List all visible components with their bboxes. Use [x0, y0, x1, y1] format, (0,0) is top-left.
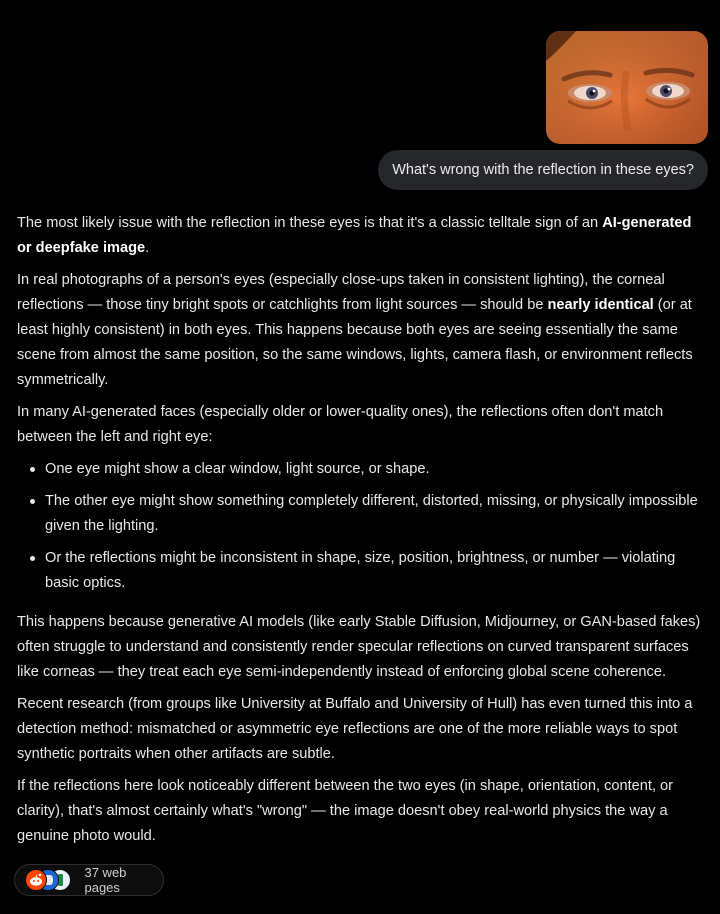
- source-favicons: [25, 869, 73, 891]
- attached-image[interactable]: [546, 31, 708, 144]
- response-paragraph: Recent research (from groups like University at Buffalo and University of Hull) has even turned this into a detection method: mismatched or asymmetric eye reflections are one of the more reliable ways to spot synthetic portraits when other artifacts are subtle.: [17, 696, 693, 762]
- response-paragraph: [17, 211, 707, 261]
- response-paragraph: If the reflections here look noticeably different between the two eyes (in shape, orientation, content, or clarity), that's almost certainly what's "wrong" — the image doesn't obey real-world physics the way a genuine photo would.: [17, 778, 674, 844]
- sources-count-label: 37 web pages: [84, 865, 127, 895]
- response-paragraph: This happens because generative AI models (like early Stable Diffusion, Midjourney, or GAN-based fakes) often struggle to understand and consistently render specular reflections on curved transparent surfaces like corneas — they treat each eye semi-independently instead of enforcing global scene coherence.: [17, 614, 701, 680]
- user-message-text: What's wrong with the reflection in these eyes?: [392, 162, 694, 178]
- reddit-icon: [25, 869, 47, 891]
- response-text: The most likely issue with the reflection in these eyes is that it's a classic telltale sign of an: [17, 215, 603, 231]
- response-paragraph: In many AI-generated faces (especially older or lower-quality ones), the reflections often don't match between the left and right eye:: [17, 404, 664, 445]
- response-text: (or at least highly consistent) in both eyes. This happens because both eyes are seeing essentially the same scene from almost the same position, so the same windows, lights, camera flash, or environment reflects symmetrically.: [17, 297, 693, 388]
- response-text: In real photographs of a person's eyes (especially close-ups taken in consistent lighting), the corneal reflections — those tiny bright spots or catchlights from light sources — should be: [17, 272, 665, 313]
- bullet-item: The other eye might show something completely different, distorted, missing, or physically impossible given the lighting.: [45, 489, 707, 539]
- response-paragraph: [17, 268, 707, 393]
- sources-button[interactable]: [14, 864, 164, 896]
- face-photo: [546, 31, 708, 144]
- assistant-response: [17, 211, 707, 856]
- bullet-item: Or the reflections might be inconsistent in shape, size, position, brightness, or number — violating basic optics.: [45, 546, 707, 596]
- response-text: .: [145, 240, 150, 256]
- response-bold-text: nearly identical: [547, 297, 654, 313]
- bullet-item: One eye might show a clear window, light source, or shape.: [45, 457, 707, 482]
- response-bold-text: AI-generated or deepfake image: [17, 215, 692, 256]
- response-bullet-list: [17, 457, 707, 596]
- user-message-bubble: [378, 150, 708, 190]
